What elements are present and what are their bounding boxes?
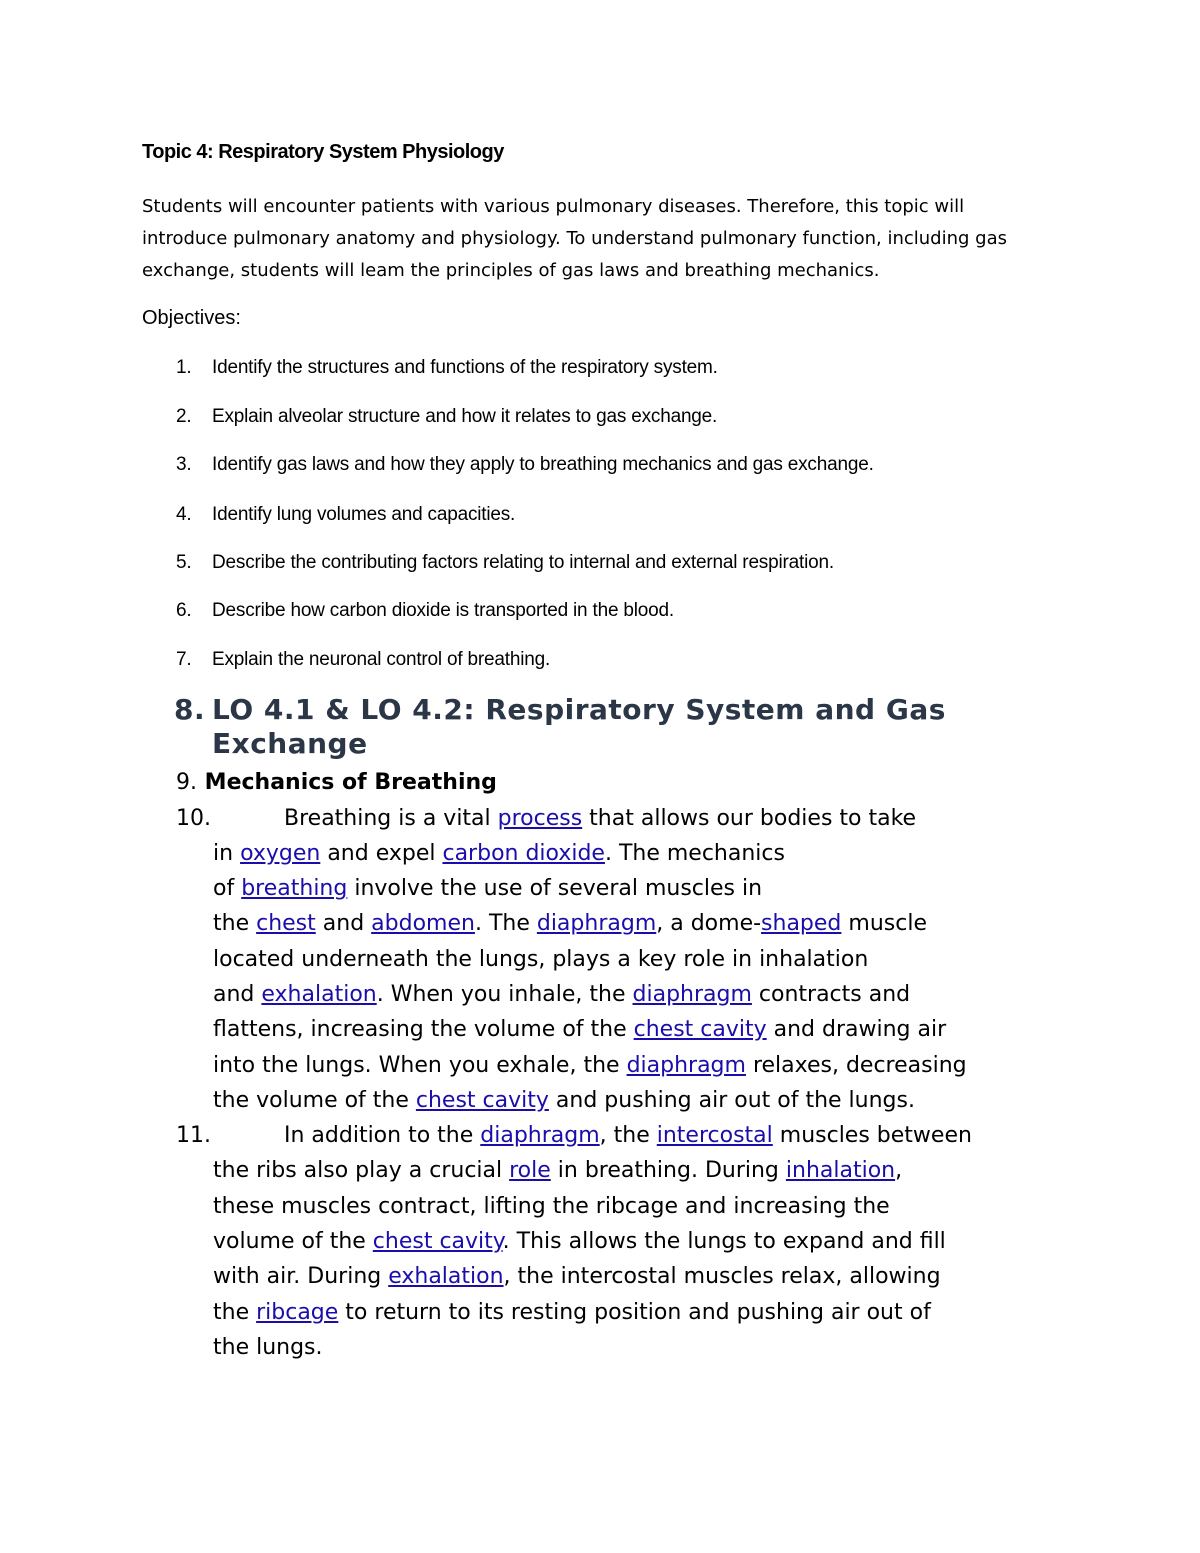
link-exhalation[interactable]: exhalation [261, 982, 377, 1007]
text-line [213, 1052, 967, 1080]
text-run: the [213, 1300, 257, 1325]
text-run: the ribs also play a crucial [213, 1158, 510, 1183]
text-line [213, 875, 762, 903]
text-line [213, 1157, 902, 1185]
intro-paragraph [142, 191, 1072, 287]
text-run: these muscles contract, lifting the ribcage and increasing the [213, 1194, 890, 1219]
text-run: that allows our bodies to take [582, 806, 917, 831]
text-run: Breathing is a vital [284, 806, 498, 831]
objectives-label: Objectives: [142, 307, 241, 329]
text-run: to return to its resting position and pushing air out of [338, 1300, 931, 1325]
intro-line: exchange, students will leam the principles of gas laws and breathing mechanics. [142, 260, 880, 281]
text-line [213, 1016, 946, 1044]
text-line [213, 1087, 915, 1115]
mechanics-heading-number: 9. [176, 770, 197, 795]
text-run: In addition to the [284, 1123, 481, 1148]
objective-number: 6. [176, 600, 192, 621]
text-run: and drawing air [766, 1017, 947, 1042]
objective-item [176, 599, 674, 623]
text-line [213, 1228, 946, 1256]
objective-item [176, 356, 718, 380]
text-run: the volume of the [213, 1088, 416, 1113]
link-exhalation[interactable]: exhalation [388, 1264, 504, 1289]
text-run: , a dome- [656, 911, 762, 936]
text-run: in [213, 841, 241, 866]
text-run: , the [599, 1123, 657, 1148]
link-diaphragm[interactable]: diaphragm [632, 982, 752, 1007]
objective-text: Describe how carbon dioxide is transported in the blood. [212, 600, 674, 621]
link-ribcage[interactable]: ribcage [256, 1300, 339, 1325]
text-line [213, 1299, 931, 1327]
text-run: volume of the [213, 1229, 373, 1254]
text-run: , the intercostal muscles relax, allowing [503, 1264, 941, 1289]
text-run: . The mechanics [604, 841, 785, 866]
link-oxygen[interactable]: oxygen [240, 841, 321, 866]
link-chest-cavity[interactable]: chest cavity [415, 1088, 549, 1113]
text-run: and pushing air out of the lungs. [548, 1088, 915, 1113]
text-run: , [895, 1158, 903, 1183]
paragraph-number: 11. [176, 1123, 211, 1148]
link-role[interactable]: role [509, 1158, 551, 1183]
text-line [213, 840, 785, 868]
text-line [213, 910, 927, 938]
link-diaphragm[interactable]: diaphragm [626, 1053, 746, 1078]
objective-text: Identify gas laws and how they apply to breathing mechanics and gas exchange. [212, 454, 874, 475]
link-intercostal[interactable]: intercostal [656, 1123, 773, 1148]
page-title: Topic 4: Respiratory System Physiology [142, 141, 504, 163]
link-chest[interactable]: chest [256, 911, 316, 936]
objective-item [176, 405, 717, 429]
lo-heading-number: 8. [174, 693, 206, 726]
text-run: . This allows the lungs to expand and fill [502, 1229, 946, 1254]
text-run: into the lungs. When you exhale, the [213, 1053, 627, 1078]
mechanics-heading-text: Mechanics of Breathing [204, 770, 497, 795]
intro-line: Students will encounter patients with various pulmonary diseases. Therefore, this topic will [142, 196, 965, 217]
link-process[interactable]: process [497, 806, 583, 831]
text-line [213, 1263, 941, 1291]
paragraph-number: 10. [176, 806, 211, 831]
text-run: muscle [841, 911, 927, 936]
link-diaphragm[interactable]: diaphragm [536, 911, 657, 936]
lo-heading-line2: Exchange [212, 727, 368, 760]
link-chest-cavity[interactable]: chest cavity [372, 1229, 503, 1254]
text-run: the [213, 911, 257, 936]
lo-heading [174, 693, 946, 761]
text-run: with air. During [213, 1264, 389, 1289]
lo-heading-line1: LO 4.1 & LO 4.2: Respiratory System and Gas [212, 693, 946, 726]
text-line [213, 981, 910, 1009]
objective-number: 5. [176, 552, 192, 573]
link-carbon-dioxide[interactable]: carbon dioxide [442, 841, 605, 866]
text-run: . The [474, 911, 537, 936]
text-line [284, 1122, 972, 1150]
text-run: in breathing. During [550, 1158, 786, 1183]
text-line [213, 946, 868, 974]
link-diaphragm[interactable]: diaphragm [480, 1123, 600, 1148]
objective-text: Identify the structures and functions of the respiratory system. [212, 357, 718, 378]
text-run: relaxes, decreasing [745, 1053, 967, 1078]
text-line [213, 1193, 890, 1221]
objective-number: 2. [176, 406, 192, 427]
objective-item [176, 503, 515, 527]
mechanics-heading [176, 769, 497, 797]
link-breathing[interactable]: breathing [241, 876, 348, 901]
link-abdomen[interactable]: abdomen [371, 911, 475, 936]
link-chest-cavity[interactable]: chest cavity [633, 1017, 767, 1042]
objective-item [176, 453, 874, 477]
objective-number: 1. [176, 357, 192, 378]
text-line [213, 1334, 323, 1362]
text-line [284, 805, 916, 833]
objective-number: 3. [176, 454, 192, 475]
text-run: and expel [320, 841, 443, 866]
link-inhalation[interactable]: inhalation [785, 1158, 896, 1183]
text-run: and [213, 982, 262, 1007]
text-run: involve the use of several muscles in [347, 876, 763, 901]
text-run: contracts and [751, 982, 911, 1007]
intro-line: introduce pulmonary anatomy and physiology. To understand pulmonary function, including gas [142, 228, 1007, 249]
objective-number: 4. [176, 504, 192, 525]
text-run: of [213, 876, 242, 901]
text-run: muscles between [772, 1123, 972, 1148]
objective-text: Describe the contributing factors relating to internal and external respiration. [212, 552, 834, 573]
objective-text: Identify lung volumes and capacities. [212, 504, 516, 525]
objective-text: Explain the neuronal control of breathing. [212, 649, 551, 670]
link-shaped[interactable]: shaped [761, 911, 842, 936]
text-run: . When you inhale, the [376, 982, 633, 1007]
objective-item [176, 551, 834, 575]
text-run: and [315, 911, 372, 936]
text-run: located underneath the lungs, plays a key role in inhalation [213, 947, 869, 972]
objective-text: Explain alveolar structure and how it relates to gas exchange. [212, 406, 718, 427]
objective-number: 7. [176, 649, 192, 670]
text-run: flattens, increasing the volume of the [213, 1017, 634, 1042]
objective-item [176, 648, 550, 672]
text-run: the lungs. [213, 1335, 323, 1360]
